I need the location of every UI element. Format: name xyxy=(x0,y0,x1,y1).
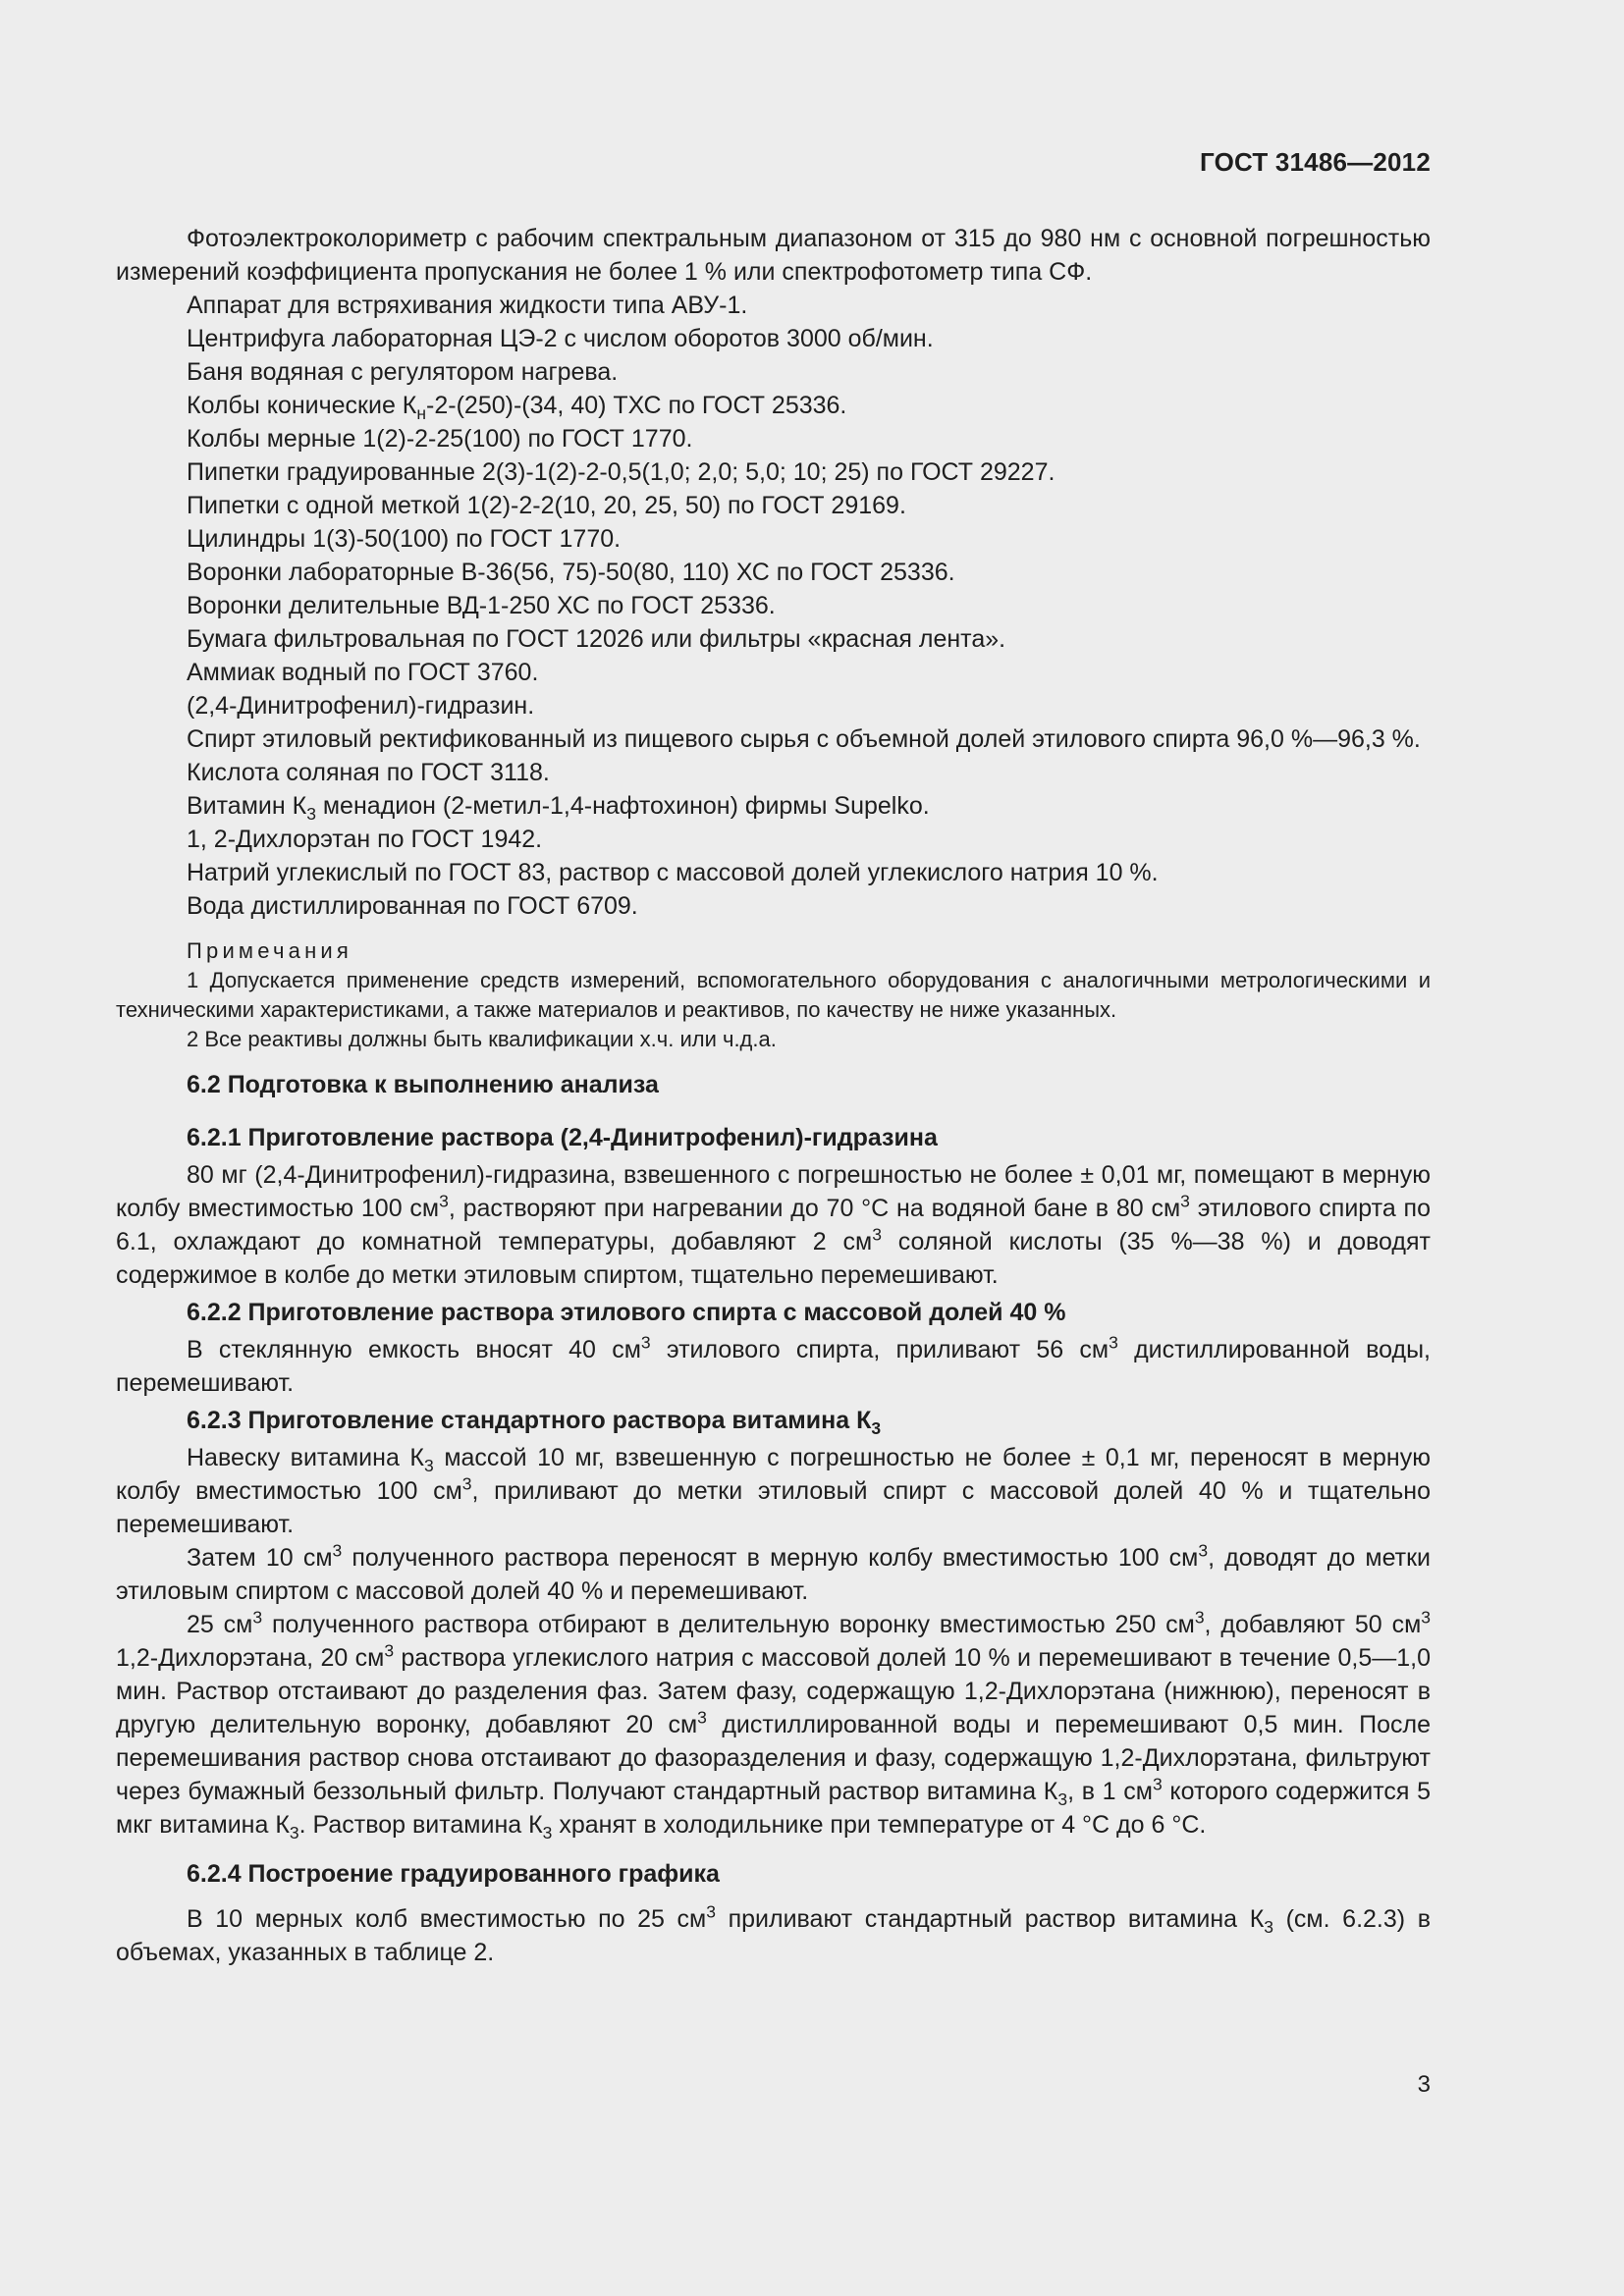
notes-block xyxy=(116,936,1431,1054)
list-item: (2,4-Динитрофенил)-гидразин. xyxy=(187,692,535,720)
list-item: Колбы мерные 1(2)-2-25(100) по ГОСТ 1770. xyxy=(187,425,693,453)
paragraph-6-2-2: В стеклянную емкость вносят 40 $см^3$ этилового спирта, приливают 56 $см^3$ дистиллированной воды, перемешивают. xyxy=(116,1332,1431,1397)
list-item: Цилиндры 1(3)-50(100) по ГОСТ 1770. xyxy=(187,525,622,553)
list-item: Аппарат для встряхивания жидкости типа АВУ-1. xyxy=(187,292,748,319)
section-heading-6-2-4: 6.2.4 Построение градуированного графика xyxy=(187,1860,720,1888)
paragraph-6-2-3-c: 25 $см^3$ полученного раствора отбирают в делительную воронку вместимостью 250 $см^3$, добавляют 50 $см^3$ 1,2-Дихлорэтана, 20 $см^3$ раствора углекислого натрия с массовой долей 10 % и перемешивают в течение 0,5—1,0 мин. Раствор отстаивают до разделения фаз. Затем фазу, содержащую 1,2-Дихлорэтана (нижнюю), переносят в другую делительную воронку, добавляют 20 $см^3$ дистиллированной воды и перемешивают 0,5 мин. После перемешивания раствор снова отстаивают до фазоразделения и фазу, содержащую 1,2-Дихлорэтана, фильтруют через бумажный беззольный фильтр. Получают стандартный раствор витамина $К_3$, в 1 $см^3$ которого содержится 5 мкг витамина $К_3$. Раствор витамина $К_3$ хранят в холодильнике при температуре от 4 °С до 6 °С. xyxy=(116,1607,1432,1843)
notes-title: Примечания xyxy=(187,938,353,963)
list-item: Баня водяная с регулятором нагрева. xyxy=(187,358,619,386)
list-item: Вода дистиллированная по ГОСТ 6709. xyxy=(187,892,638,920)
paragraph-6-2-1: 80 мг (2,4-Динитрофенил)-гидразина, взвешенного с погрешностью не более ± 0,01 мг, помещают в мерную колбу вместимостью 100 $см^3$, растворяют при нагревании до 70 °С на водяной бане в 80 $см^3$ этилового спирта по 6.1, охлаждают до комнатной температуры, добавляют 2 $см^3$ соляной кислоты (35 %—38 %) и доводят содержимое в колбе до метки этиловым спиртом, тщательно перемешивают. xyxy=(116,1161,1431,1289)
list-item: Пипетки градуированные 2(3)-1(2)-2-0,5(1,0; 2,0; 5,0; 10; 25) по ГОСТ 29227. xyxy=(187,458,1056,486)
document-page xyxy=(116,0,1431,2296)
page-content xyxy=(116,222,1431,1969)
list-item: Пипетки с одной меткой 1(2)-2-2(10, 20, 25, 50) по ГОСТ 29169. xyxy=(187,492,906,519)
note-2: 2 Все реактивы должны быть квалификации х.ч. или ч.д.а. xyxy=(187,1027,777,1051)
note-1: 1 Допускается применение средств измерений, вспомогательного оборудования с аналогичными метрологическими и техническими характеристиками, а также материалов и реактивов, по качеству не ниже указанных. xyxy=(116,968,1431,1022)
section-heading-6-2: 6.2 Подготовка к выполнению анализа xyxy=(187,1071,659,1098)
list-item: Центрифуга лабораторная ЦЭ-2 с числом оборотов 3000 об/мин. xyxy=(187,325,934,352)
equipment-list xyxy=(116,222,1431,923)
list-item: Воронки делительные ВД-1-250 ХС по ГОСТ 25336. xyxy=(187,592,776,619)
paragraph-6-2-3-b: Затем 10 $см^3$ полученного раствора переносят в мерную колбу вместимостью 100 $см^3$, доводят до метки этиловым спиртом с массовой долей 40 % и перемешивают. xyxy=(116,1540,1432,1605)
list-item: Воронки лабораторные В-36(56, 75)-50(80, 110) ХС по ГОСТ 25336. xyxy=(187,559,955,586)
list-item: 1, 2-Дихлорэтан по ГОСТ 1942. xyxy=(187,826,543,853)
section-heading-6-2-1: 6.2.1 Приготовление раствора (2,4-Динитрофенил)-гидразина xyxy=(187,1124,938,1151)
list-item: Бумага фильтровальная по ГОСТ 12026 или фильтры «красная лента». xyxy=(187,625,1006,653)
section-heading-6-2-3: 6.2.3 Приготовление стандартного раствора витамина $К_3$ xyxy=(187,1407,882,1439)
list-item: Витамин $К_3$ менадион (2-метил-1,4-нафтохинон) фирмы Supelko. xyxy=(187,792,930,825)
list-item: Кислота соляная по ГОСТ 3118. xyxy=(187,759,550,786)
paragraph-6-2-3-a: Навеску витамина $К_3$ массой 10 мг, взвешенную с погрешностью не более ± 0,1 мг, переносят в мерную колбу вместимостью 100 $см^3$, приливают до метки этиловый спирт с массовой долей 40 % и тщательно перемешивают. xyxy=(116,1444,1431,1538)
list-item: Фотоэлектроколориметр с рабочим спектральным диапазоном от 315 до 980 нм с основной погрешностью измерений коэффициента пропускания не более 1 % или спектрофотометр типа СФ. xyxy=(116,225,1431,286)
list-item: Аммиак водный по ГОСТ 3760. xyxy=(187,659,539,686)
standard-designation: ГОСТ 31486—2012 xyxy=(1200,147,1431,177)
page-number: 3 xyxy=(1417,2071,1431,2098)
list-item: Колбы конические $К_н-2-(250)-(34$, 40) ТХС по ГОСТ 25336. xyxy=(187,392,847,424)
section-heading-6-2-2: 6.2.2 Приготовление раствора этилового спирта с массовой долей 40 % xyxy=(187,1299,1066,1326)
paragraph-6-2-4: В 10 мерных колб вместимостью по 25 $см^3$ приливают стандартный раствор витамина $К_3$ (см. 6.2.3) в объемах, указанных в таблице 2. xyxy=(116,1901,1431,1966)
list-item: Спирт этиловый ректификованный из пищевого сырья с объемной долей этилового спирта 96,0 %—96,3 %. xyxy=(187,725,1421,753)
list-item: Натрий углекислый по ГОСТ 83, раствор с массовой долей углекислого натрия 10 %. xyxy=(187,859,1159,886)
